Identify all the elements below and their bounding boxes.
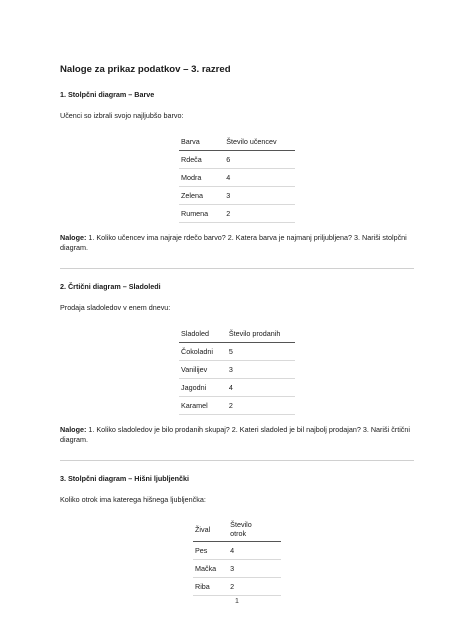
table-header-row <box>179 133 295 151</box>
section-divider <box>60 268 414 269</box>
tasks-text: 1. Koliko sladoledov je bilo prodanih skupaj? 2. Kateri sladoled je bil najbolj prodajan? 3. Nariši črtični diagram. <box>60 424 410 445</box>
section-heading: 1. Stolpčni diagram – Barve <box>60 89 155 99</box>
table-cell: 4 <box>227 378 295 396</box>
column-header: Barva <box>179 133 224 151</box>
table-cell: 3 <box>224 186 295 204</box>
table-row <box>179 360 295 378</box>
document-page <box>60 64 414 596</box>
table-cell: 3 <box>227 360 295 378</box>
table-row <box>179 168 295 186</box>
data-table <box>193 517 281 596</box>
section-intro: Koliko otrok ima katerega hišnega ljubljenčka: <box>60 495 206 505</box>
tasks-label: Naloge: <box>60 232 87 242</box>
table-cell: 2 <box>224 204 295 222</box>
table-cell: Vanilijev <box>179 360 227 378</box>
tasks-paragraph <box>60 425 414 446</box>
table-cell: 2 <box>227 396 295 414</box>
section-icecream <box>60 283 414 446</box>
tasks-paragraph <box>60 233 414 254</box>
section-heading: 3. Stolpčni diagram – Hišni ljubljenčki <box>60 473 190 483</box>
section-divider <box>60 460 414 461</box>
section-heading: 2. Črtični diagram – Sladoledi <box>60 281 161 291</box>
table-cell: 4 <box>224 168 295 186</box>
document-title: Naloge za prikaz podatkov – 3. razred <box>60 64 231 75</box>
table-cell: Rumena <box>179 204 224 222</box>
table-cell: Modra <box>179 168 224 186</box>
table-cell: Mačka <box>193 560 228 578</box>
table-cell: Riba <box>193 578 228 596</box>
table-cell: 5 <box>227 342 295 360</box>
table-cell: Rdeča <box>179 150 224 168</box>
table-row <box>179 378 295 396</box>
table-cell: 6 <box>224 150 295 168</box>
table-cell: 2 <box>228 578 281 596</box>
section-pets <box>60 475 414 596</box>
table-row <box>193 560 281 578</box>
column-header: Število otrok <box>228 517 281 542</box>
section-intro: Učenci so izbrali svojo najljubšo barvo: <box>60 111 184 121</box>
data-table <box>179 325 295 415</box>
table-cell: 3 <box>228 560 281 578</box>
column-header: Žival <box>193 517 228 542</box>
table-row <box>179 186 295 204</box>
data-table <box>179 133 295 223</box>
column-header: Število učencev <box>224 133 295 151</box>
table-cell: Pes <box>193 542 228 560</box>
table-row <box>193 542 281 560</box>
table-cell: 4 <box>228 542 281 560</box>
table-row <box>179 342 295 360</box>
column-header: Sladoled <box>179 325 227 343</box>
table-row <box>179 204 295 222</box>
column-header: Število prodanih <box>227 325 295 343</box>
table-cell: Karamel <box>179 396 227 414</box>
table-cell: Zelena <box>179 186 224 204</box>
table-header-row <box>193 517 281 542</box>
tasks-text: 1. Koliko učencev ima najraje rdečo barvo? 2. Katera barva je najmanj priljubljena? 3. Nariši stolpčni diagram. <box>60 232 407 253</box>
tasks-label: Naloge: <box>60 424 87 434</box>
table-header-row <box>179 325 295 343</box>
table-row <box>193 578 281 596</box>
page-number: 1 <box>235 598 239 605</box>
table-row <box>179 396 295 414</box>
table-cell: Jagodni <box>179 378 227 396</box>
section-intro: Prodaja sladoledov v enem dnevu: <box>60 303 171 313</box>
table-row <box>179 150 295 168</box>
table-cell: Čokoladni <box>179 342 227 360</box>
section-colors <box>60 91 414 254</box>
